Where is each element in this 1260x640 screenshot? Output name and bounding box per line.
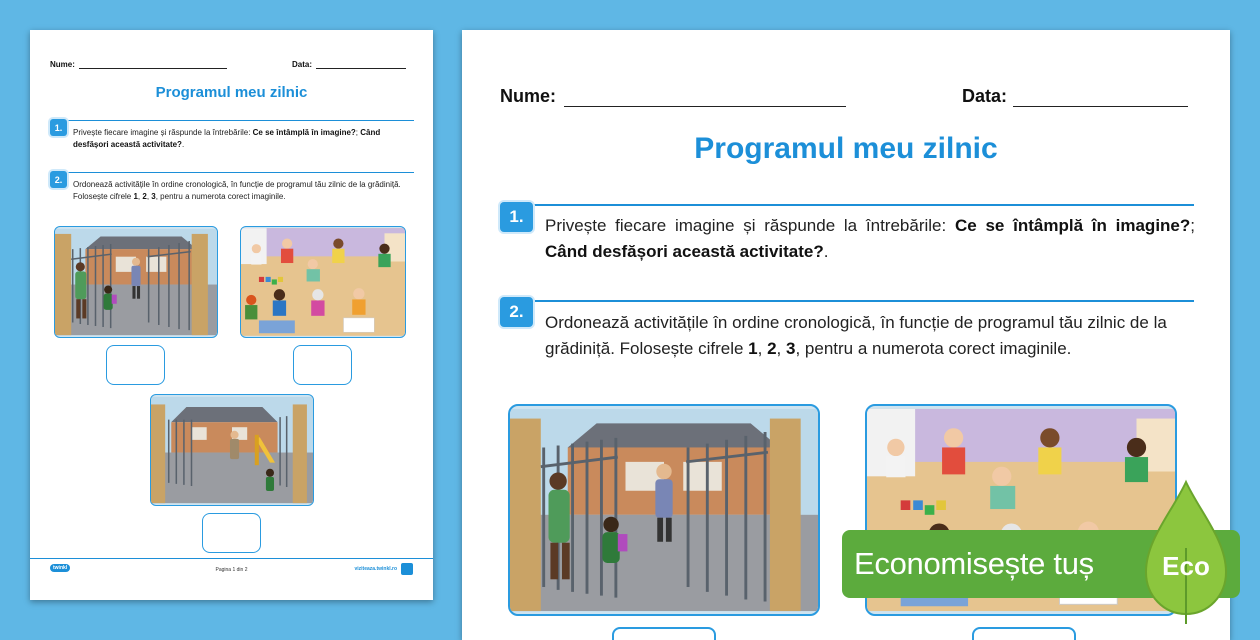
eco-badge-label: Economisește tuș: [854, 546, 1094, 581]
q1-bold-part: Când desfășori această activitate?: [545, 242, 824, 261]
question-2-number: 2.: [500, 297, 533, 327]
q1-bold-part: Ce se întâmplă în imagine?: [954, 216, 1191, 235]
question-1-text: [545, 213, 1195, 265]
q2-digit: 3: [151, 192, 156, 201]
answer-box-2[interactable]: [972, 627, 1076, 640]
page-number: Pagina 1 din 2: [215, 567, 248, 573]
q2-digit: 2: [767, 339, 777, 358]
q1-bold-part: Ce se întâmplă în imagine?: [252, 128, 356, 137]
question-2-text: [545, 310, 1195, 362]
q2-sep: ,: [146, 192, 152, 201]
page-footer: [30, 558, 433, 578]
gate-scene-illustration: [54, 226, 218, 338]
question-2-rule: [510, 300, 1194, 302]
q2-sep: ,: [776, 339, 786, 358]
school-yard-illustration: [150, 394, 314, 506]
date-label: Data:: [292, 60, 313, 69]
question-2-number: 2.: [50, 171, 67, 188]
q2-text-part: Ordonează activitățile în ordine cronologică, în funcție de programul tău zilnic de la grădiniță. Folosește cifrele: [545, 313, 1167, 358]
q2-digit: 2: [142, 192, 147, 201]
q2-sep: ,: [137, 192, 143, 201]
classroom-play-illustration: [240, 226, 406, 338]
question-1-number: 1.: [50, 119, 67, 136]
name-field: [50, 60, 227, 69]
eco-drop-icon: [1140, 478, 1232, 626]
date-field: [962, 86, 1188, 107]
question-1-rule: [56, 120, 414, 121]
answer-box-2[interactable]: [293, 345, 352, 385]
page-title: Programul meu zilnic: [694, 132, 998, 165]
question-2-rule: [56, 172, 414, 173]
answer-box-3[interactable]: [202, 513, 261, 553]
q1-text-part: .: [823, 242, 829, 261]
question-1-rule: [510, 204, 1194, 206]
date-field: [292, 60, 406, 69]
q2-digit: 1: [133, 192, 138, 201]
q2-digit: 3: [786, 339, 796, 358]
q2-text-part: , pentru a numerota corect imaginile.: [795, 339, 1072, 358]
name-line[interactable]: [79, 68, 227, 69]
question-2-text: [73, 179, 415, 203]
answer-box-1[interactable]: [106, 345, 165, 385]
q1-bold-part: Când desfășori această activitate?: [73, 128, 381, 149]
footer-site[interactable]: viziteaza.twinkl.ro: [354, 566, 397, 572]
q2-sep: ,: [757, 339, 768, 358]
name-label: Nume:: [50, 60, 75, 69]
question-1-number: 1.: [500, 202, 533, 232]
q1-text-part: .: [181, 140, 185, 149]
q2-text-part: , pentru a numerota corect imaginile.: [155, 192, 286, 201]
name-label: Nume:: [500, 86, 557, 106]
gate-scene-illustration: [508, 404, 820, 616]
twinkl-logo: twinkl: [50, 564, 70, 572]
q2-text-part: Ordonează activitățile în ordine cronologică, în funcție de programul tău zilnic de la grădiniță. Folosește cifrele: [73, 180, 401, 201]
name-line[interactable]: [564, 106, 846, 107]
page-title: Programul meu zilnic: [155, 84, 308, 101]
answer-box-1[interactable]: [612, 627, 716, 640]
date-label: Data:: [962, 86, 1008, 106]
q1-text-part: ;: [1190, 216, 1195, 235]
q2-digit: 1: [748, 339, 758, 358]
name-field: [500, 86, 846, 107]
footer-badge-icon: [401, 563, 413, 575]
q1-text-part: Privește fiecare imagine și răspunde la întrebările:: [545, 216, 955, 235]
worksheet-page-thumbnail: [30, 30, 433, 600]
question-1-text: [73, 127, 415, 151]
q1-text-part: Privește fiecare imagine și răspunde la întrebările:: [73, 128, 253, 137]
eco-drop-label: Eco: [1162, 551, 1210, 581]
q1-text-part: ;: [355, 128, 361, 137]
date-line[interactable]: [1013, 106, 1188, 107]
date-line[interactable]: [316, 68, 406, 69]
